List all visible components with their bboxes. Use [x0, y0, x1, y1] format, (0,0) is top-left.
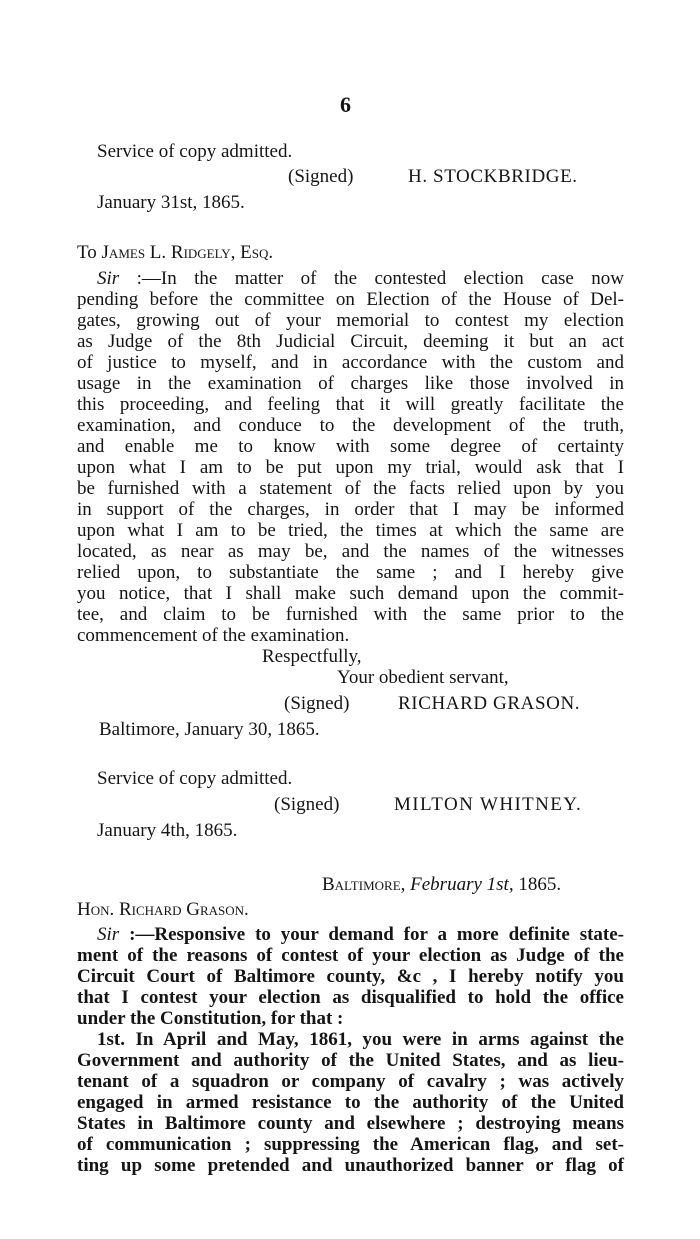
letter-body-line: examination, and conduce to the development of the truth, — [77, 415, 624, 436]
item-line: of communication ; suppressing the American flag, and set- — [77, 1134, 624, 1155]
letter-body-line: tee, and claim to be furnished with the same prior to the — [77, 604, 624, 625]
closing-servant: Your obedient servant, — [337, 667, 509, 688]
addressee-name: James L. Ridgely, Esq. — [101, 242, 274, 263]
addressee-prefix: To — [77, 242, 97, 263]
letter-body-line: in support of the charges, in order that I may be informed — [77, 499, 624, 520]
dateline-place: Baltimore, — [322, 874, 406, 895]
letter-body-line: of justice to myself, and in accordance with the custom and — [77, 352, 624, 373]
addressee-name: Hon. Richard Grason. — [77, 899, 249, 920]
letter-body-line: usage in the examination of charges like those involved in — [77, 373, 624, 394]
dateline — [322, 874, 561, 895]
letter-body-line: that I contest your election as disqualified to hold the office — [77, 987, 624, 1008]
letter-body-line: Circuit Court of Baltimore county, &c , I hereby notify you — [77, 966, 624, 987]
letter-body-line: upon what I am to be put upon my trial, would ask that I — [77, 457, 624, 478]
body-line-text: —Responsive to your demand for a more definite state- — [135, 924, 624, 945]
letter-body-line: upon what I am to be tried, the times at which the same are — [77, 520, 624, 541]
letter-body-line: and enable me to know with some degree of certainty — [77, 436, 624, 457]
letter-body-line: under the Constitution, for that : — [77, 1008, 344, 1029]
signed-label: (Signed) — [288, 166, 354, 187]
letter-body-line: pending before the committee on Election of the House of Del- — [77, 289, 624, 310]
letter-body-line: located, as near as may be, and the names of the witnesses — [77, 541, 624, 562]
letter-body-line: commencement of the examination. — [77, 625, 350, 646]
service-admitted-line: Service of copy admitted. — [97, 768, 293, 789]
letter-body-line: relied upon, to substantiate the same ; and I hereby give — [77, 562, 624, 583]
letter-body-line: Sir :—Responsive to your demand for a more definite state- — [97, 924, 624, 945]
signature-grason: RICHARD GRASON. — [398, 693, 581, 714]
letter-body-line: gates, growing out of your memorial to contest my election — [77, 310, 624, 331]
page-number: 6 — [340, 92, 351, 117]
date-line: Baltimore, January 30, 1865. — [99, 719, 320, 740]
service-admitted-line: Service of copy admitted. — [97, 141, 293, 162]
signature-stockbridge: H. STOCKBRIDGE. — [408, 166, 578, 187]
letter-body-line: Sir :—In the matter of the contested election case now — [97, 268, 624, 289]
salutation: Sir — [97, 268, 120, 289]
signed-label: (Signed) — [274, 794, 340, 815]
letter-body-line: as Judge of the 8th Judicial Circuit, deeming it but an act — [77, 331, 624, 352]
salutation: Sir — [97, 924, 120, 945]
item-line: ting up some pretended and unauthorized banner or flag of — [77, 1155, 624, 1176]
letter-body-line: ment of the reasons of contest of your election as Judge of the — [77, 945, 624, 966]
addressee-line — [77, 242, 273, 263]
body-line-text: —In the matter of the contested election case now — [141, 268, 624, 289]
item-line: tenant of a squadron or company of cavalry ; was actively — [77, 1071, 624, 1092]
signature-whitney: MILTON WHITNEY. — [394, 794, 583, 815]
letter-body-line: you notice, that I shall make such demand upon the commit- — [77, 583, 624, 604]
signed-label: (Signed) — [284, 693, 350, 714]
letter-body-line: be furnished with a statement of the facts relied upon by you — [77, 478, 624, 499]
item-line: Government and authority of the United States, and as lieu- — [77, 1050, 624, 1071]
item-line: engaged in armed resistance to the authority of the United — [77, 1092, 624, 1113]
letter-body-line: this proceeding, and feeling that it will greatly facilitate the — [77, 394, 624, 415]
dateline-date: February 1st, — [410, 874, 514, 895]
closing-respectfully: Respectfully, — [262, 646, 362, 667]
item-line: 1st. In April and May, 1861, you were in arms against the — [97, 1029, 624, 1050]
item-line: States in Baltimore county and elsewhere ; destroying means — [77, 1113, 624, 1134]
dateline-year: 1865. — [518, 874, 562, 895]
date-line: January 4th, 1865. — [97, 820, 238, 841]
date-line: January 31st, 1865. — [97, 192, 245, 213]
